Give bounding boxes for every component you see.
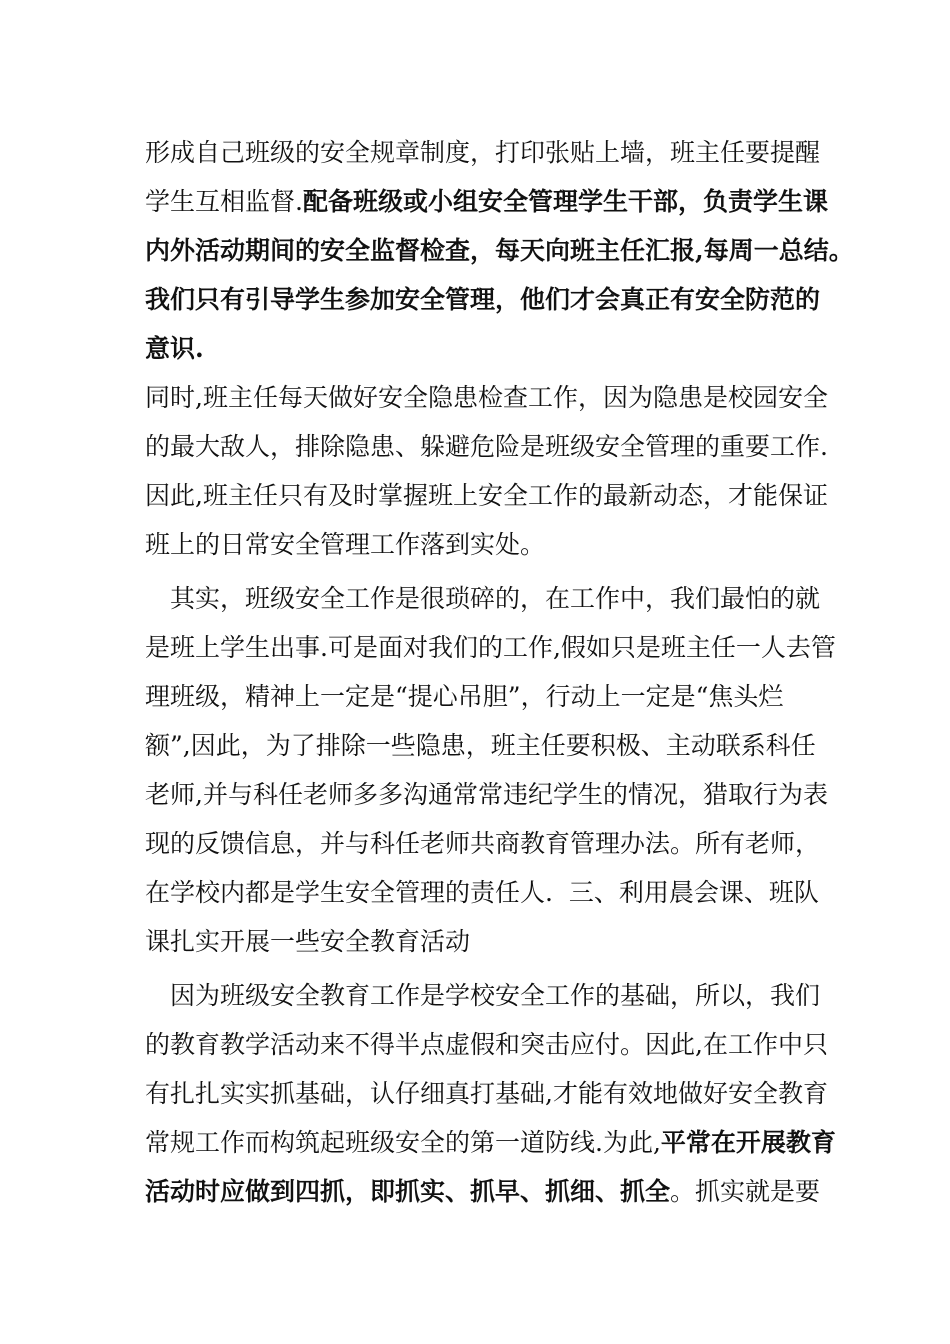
text-line-3 — [145, 231, 854, 271]
text-run: 学生互相监督. — [145, 187, 303, 216]
text-line-16 — [145, 873, 825, 913]
bold-text-run: 意识. — [145, 334, 204, 363]
bold-text-run: 活动时应做到四抓，即抓实、抓早、抓细、抓全 — [145, 1177, 671, 1206]
text-line-11 — [145, 628, 836, 668]
bold-text-run: 内外活动期间的安全监督检查，每天向班主任汇报,每周一总结。 — [145, 236, 854, 265]
text-run: 形成自己班级的安全规章制度，打印张贴上墙，班主任要提醒 — [145, 138, 821, 167]
text-line-14 — [145, 775, 828, 815]
text-run: 是班上学生出事.可是面对我们的工作,假如只是班主任一人去管 — [145, 633, 836, 662]
text-run: 的教育教学活动来不得半点虚假和突击应付。因此,在工作中只 — [145, 1030, 828, 1059]
text-line-10 — [170, 579, 825, 619]
text-run: 因为班级安全教育工作是学校安全工作的基础，所以，我们 — [170, 981, 821, 1010]
text-line-7 — [145, 427, 828, 467]
text-run: 班上的日常安全管理工作落到实处。 — [145, 530, 546, 559]
text-line-22 — [145, 1172, 825, 1212]
text-line-6 — [145, 378, 828, 418]
text-run: 常规工作而构筑起班级安全的第一道防线.为此, — [145, 1128, 661, 1157]
text-line-20 — [145, 1074, 828, 1114]
text-line-13 — [145, 726, 825, 766]
text-run: 其实，班级安全工作是很琐碎的，在工作中，我们最怕的就 — [170, 584, 821, 613]
text-line-19 — [145, 1025, 828, 1065]
text-run: 因此,班主任只有及时掌握班上安全工作的最新动态，才能保证 — [145, 481, 828, 510]
text-line-5 — [145, 329, 825, 369]
text-line-8 — [145, 476, 828, 516]
text-run: 有扎扎实实抓基础，认仔细真打基础,才能有效地做好安全教育 — [145, 1079, 828, 1108]
text-line-17 — [145, 922, 825, 962]
text-line-4 — [145, 280, 825, 320]
text-line-12 — [145, 677, 825, 717]
text-run: 老师,并与科任老师多多沟通常常违纪学生的情况，猎取行为表 — [145, 780, 828, 809]
text-line-21 — [145, 1123, 836, 1163]
text-line-9 — [145, 525, 825, 565]
text-run: 在学校内都是学生安全管理的责任人. 三、利用晨会课、班队 — [145, 878, 819, 907]
text-run: 现的反馈信息，并与科任老师共商教育管理办法。所有老师， — [145, 829, 821, 858]
text-run: 理班级，精神上一定是“提心吊胆”，行动上一定是“焦头烂 — [145, 682, 784, 711]
text-line-2 — [145, 182, 828, 222]
text-run: 的最大敌人，排除隐患、躲避危险是班级安全管理的重要工作. — [145, 432, 828, 461]
bold-text-run: 配备班级或小组安全管理学生干部，负责学生课 — [302, 187, 828, 216]
text-line-15 — [145, 824, 825, 864]
text-run: 课扎实开展一些安全教育活动 — [145, 927, 471, 956]
text-run: 额”,因此，为了排除一些隐患，班主任要积极、主动联系科任 — [145, 731, 816, 760]
text-line-18 — [170, 976, 825, 1016]
text-run: 。抓实就是要 — [670, 1177, 821, 1206]
text-line-1 — [145, 133, 825, 173]
bold-text-run: 我们只有引导学生参加安全管理，他们才会真正有安全防范的 — [145, 285, 821, 314]
text-run: 同时,班主任每天做好安全隐患检查工作，因为隐患是校园安全 — [145, 383, 828, 412]
bold-text-run: 平常在开展教育 — [660, 1128, 836, 1157]
